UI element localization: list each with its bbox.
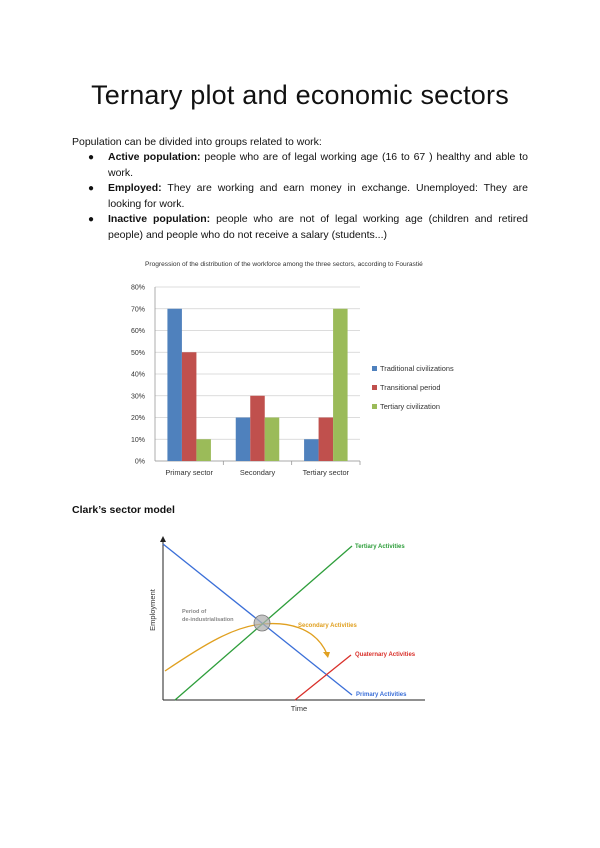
bar [167,309,182,461]
label-primary-activities: Primary Activities [356,692,407,698]
y-tick-label: 10% [130,436,145,444]
bar [196,439,211,461]
x-tick-label: Secondary [239,468,276,477]
legend-swatch [372,366,377,371]
x-tick-label: Tertiary sector [302,468,350,477]
y-tick-label: 40% [130,371,145,379]
label-secondary-activities: Secondary Activities [298,623,357,629]
y-tick-label: 60% [130,328,145,335]
x-tick-label: Primary sector [165,468,213,477]
legend-label: Tertiary civilization [380,402,440,411]
definition-inactive: people who are not of legal working age (children and retired people) and people who do not receive a salary (students...) [108,213,529,241]
intro-text: Population can be divided into groups related to work: [72,136,322,148]
workforce-bar-chart [110,255,490,485]
annotation-period [182,609,234,623]
definition-employed: They are working and earn money in exchange. Unemployed: They are looking for work. [108,182,528,210]
y-axis-label: Employment [148,589,157,631]
bar [236,418,251,462]
page-title: Ternary plot and economic sectors [91,80,509,110]
legend-swatch [372,385,377,390]
y-tick-label: 70% [130,306,145,314]
y-tick-label: 50% [130,349,145,357]
quaternary-activities-line [295,655,351,700]
annotation-line-2: de-industrialisation [182,617,234,623]
label-tertiary-activities: Tertiary Activities [355,544,405,550]
annotation-line-1: Period of [182,609,207,615]
y-tick-label: 20% [130,415,145,422]
bullet-icon: ● [88,183,95,194]
bar [304,439,319,461]
y-tick-label: 80% [130,284,145,292]
label-quaternary-activities: Quaternary Activities [355,652,416,658]
bar [333,309,348,461]
term-employed: Employed: [108,182,162,194]
secondary-activities-line [165,624,327,671]
bar [265,418,280,462]
bar [319,418,334,462]
legend-swatch [372,404,377,409]
y-tick-label: 0% [134,458,145,466]
y-axis-arrow-icon [160,536,166,542]
bar [250,396,265,461]
bar [182,352,197,461]
legend-label: Traditional civilizations [380,364,454,373]
x-axis-label: Time [290,704,308,713]
bullet-icon: ● [88,152,95,163]
y-tick-label: 30% [130,393,145,401]
list-item [72,181,528,212]
legend-label: Transitional period [380,383,441,392]
list-item [72,212,528,243]
population-list [72,150,528,243]
term-inactive: Inactive population: [108,213,211,225]
definition-active: people who are of legal working age (16 to 67 ) healthy and able to work. [108,151,528,179]
deindustrialisation-marker [254,615,270,631]
bullet-icon: ● [88,214,95,225]
term-active: Active population: [108,151,201,163]
list-item [72,150,528,181]
clark-heading: Clark’s sector model [72,504,175,516]
chart-title: Progression of the distribution of the workforce among the three sectors, according to Fourastié [145,261,423,268]
secondary-arrow-icon [323,652,330,658]
clark-sector-model [145,534,450,716]
